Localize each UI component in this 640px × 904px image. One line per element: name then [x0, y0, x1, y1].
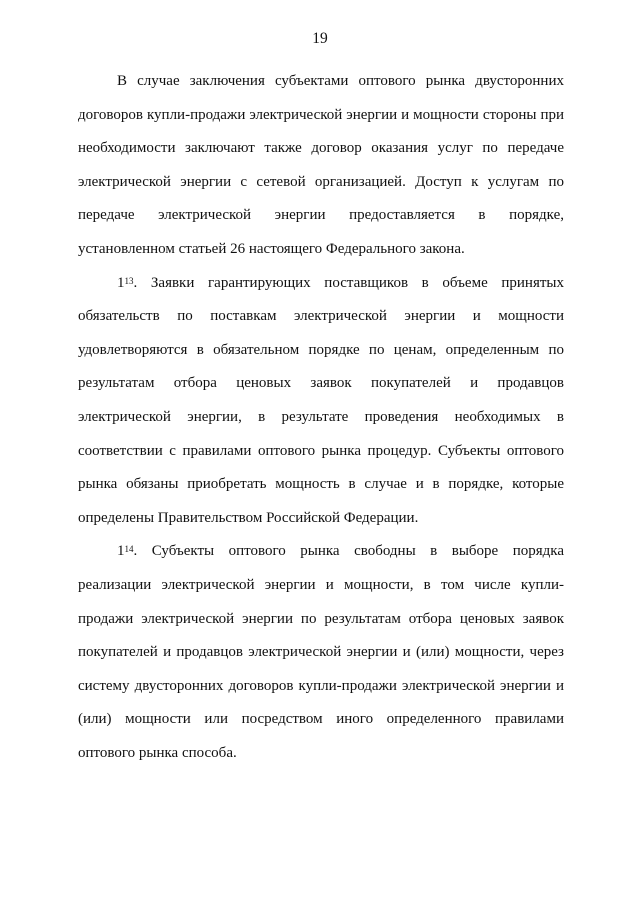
- paragraph-1-14-number: [117, 543, 134, 559]
- paragraph-1-13: [78, 267, 564, 536]
- document-body: [78, 65, 564, 770]
- paragraph-1-14: [78, 535, 564, 770]
- paragraph-1-14-superscript: 14: [124, 544, 134, 555]
- paragraph-1-14-marker: 1: [117, 543, 125, 560]
- paragraph-1-13-superscript: 13: [124, 275, 134, 286]
- paragraph-1: [78, 65, 564, 267]
- paragraph-1-13-text: . Заявки гарантирующих поставщиков в объеме принятых обязательств по поставкам электрической энергии и мощности удовлетворяются в обязательном порядке по ценам, определенным по результатам отбора ценовых заявок покупателей и продавцов электрической энергии, в результате проведения необходимых в соответствии с правилами оптового рынка процедур. Субъекты оптового рынка обязаны приобретать мощность в случае и в порядке, которые определены Правительством Российской Федерации.: [78, 274, 564, 526]
- paragraph-1-14-text: . Субъекты оптового рынка свободны в выборе порядка реализации электрической энергии и мощности, в том числе купли-продажи электрической энергии по результатам отбора ценовых заявок покупателей и продавцов электрической энергии и (или) мощности, через систему двусторонних договоров купли-продажи электрической энергии и (или) мощности или посредством иного определенного правилами оптового рынка способа.: [78, 543, 564, 761]
- paragraph-1-13-marker: 1: [117, 274, 125, 291]
- paragraph-1-13-number: [117, 275, 134, 291]
- page-number: 19: [312, 30, 328, 47]
- paragraph-1-text: В случае заключения субъектами оптового рынка двусторонних договоров купли-продажи электрической энергии и мощности стороны при необходимости заключают также договор оказания услуг по передаче электрической энергии с сетевой организацией. Доступ к услугам по передаче электрической энергии предоставляется в порядке, установленном статьей 26 настоящего Федерального закона.: [78, 73, 564, 257]
